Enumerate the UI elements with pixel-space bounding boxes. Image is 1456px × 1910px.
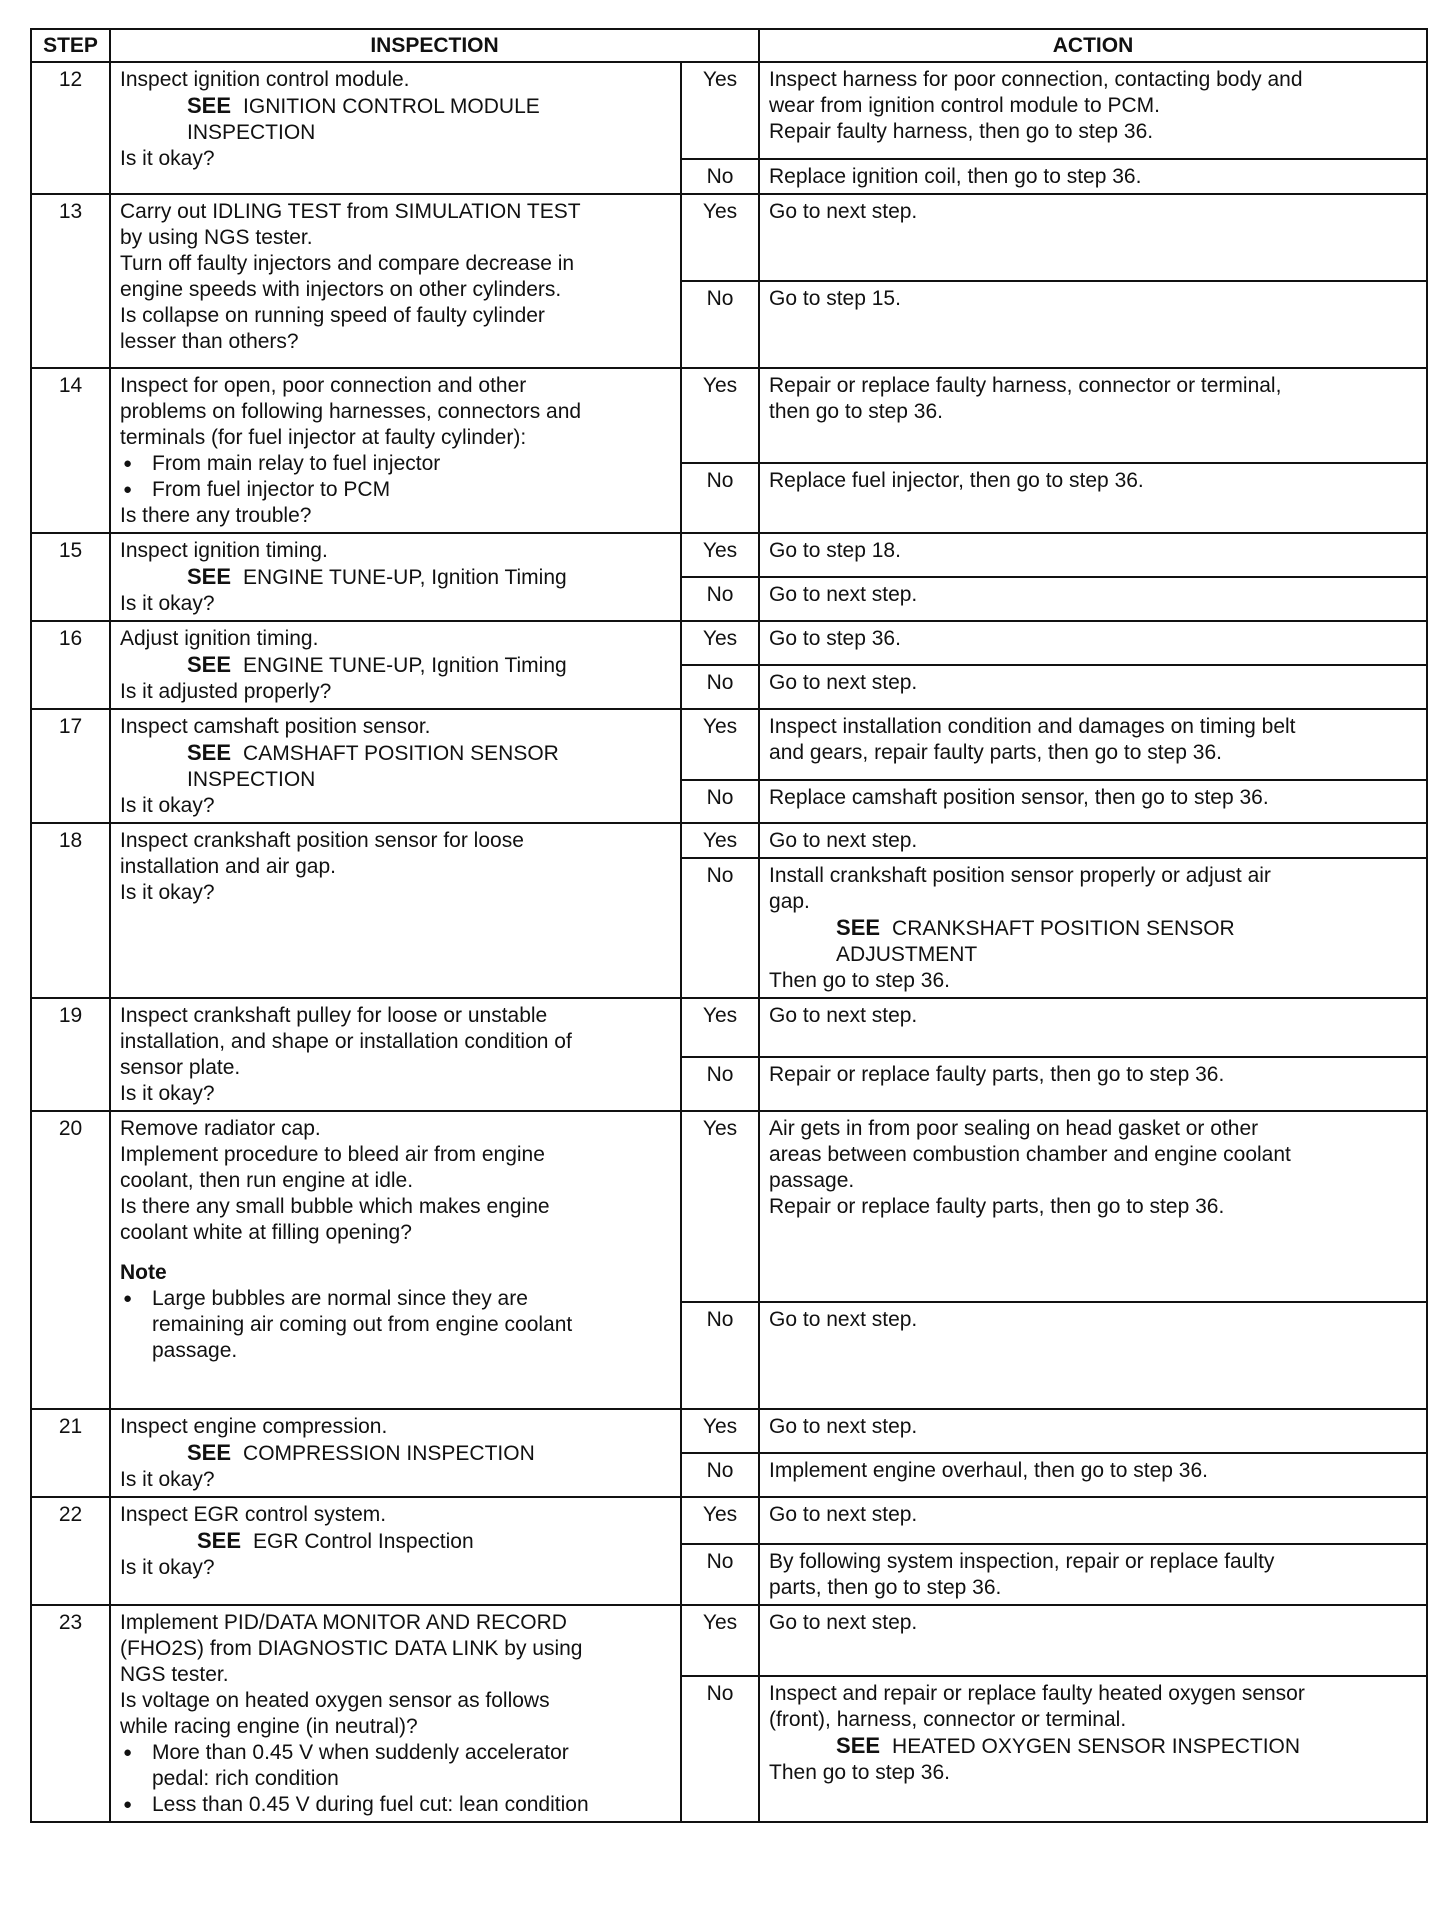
see-label: SEE bbox=[836, 915, 881, 940]
answer-yes: Yes bbox=[681, 1605, 759, 1676]
answer-yes: Yes bbox=[681, 1111, 759, 1302]
see-label: SEE bbox=[187, 652, 232, 677]
action-text: then go to step 36. bbox=[769, 400, 943, 423]
action-cell: Go to step 36. bbox=[759, 621, 1427, 665]
table-row bbox=[31, 1497, 1427, 1544]
table-row bbox=[31, 533, 1427, 577]
action-text: Then go to step 36. bbox=[769, 1761, 950, 1784]
step-number: 16 bbox=[31, 621, 110, 709]
action-cell: Repair or replace faulty parts, then go to step 36. bbox=[759, 1057, 1427, 1111]
answer-yes: Yes bbox=[681, 62, 759, 159]
answer-no: No bbox=[681, 577, 759, 621]
see-text: ADJUSTMENT bbox=[836, 943, 978, 966]
list-item-text: pedal: rich condition bbox=[152, 1767, 339, 1790]
answer-yes: Yes bbox=[681, 1409, 759, 1453]
inspection-cell bbox=[110, 1409, 681, 1497]
action-cell: Go to next step. bbox=[759, 194, 1427, 281]
inspection-cell bbox=[110, 62, 681, 194]
header-step: STEP bbox=[31, 29, 110, 62]
table-row bbox=[31, 998, 1427, 1057]
inspection-cell bbox=[110, 1497, 681, 1605]
action-cell: Go to next step. bbox=[759, 577, 1427, 621]
action-cell: Go to next step. bbox=[759, 998, 1427, 1057]
inspection-text: Inspect crankshaft position sensor for loose bbox=[120, 829, 524, 852]
action-text: Repair or replace faulty harness, connector or terminal, bbox=[769, 374, 1282, 397]
inspection-question: Is it okay? bbox=[120, 147, 215, 170]
see-text: ENGINE TUNE-UP, Ignition Timing bbox=[243, 654, 567, 677]
action-cell: Replace camshaft position sensor, then go to step 36. bbox=[759, 780, 1427, 823]
bullet-list bbox=[120, 1740, 671, 1818]
action-text: wear from ignition control module to PCM. bbox=[769, 94, 1161, 117]
answer-no: No bbox=[681, 463, 759, 533]
action-cell: Go to next step. bbox=[759, 1497, 1427, 1544]
action-text: Then go to step 36. bbox=[769, 969, 950, 992]
list-item: ● From main relay to fuel injector bbox=[120, 451, 671, 477]
see-reference bbox=[120, 652, 671, 679]
action-text: passage. bbox=[769, 1169, 855, 1192]
action-cell bbox=[759, 62, 1427, 159]
inspection-text: Carry out IDLING TEST from SIMULATION TEST bbox=[120, 200, 581, 223]
inspection-text: Adjust ignition timing. bbox=[120, 627, 319, 650]
action-cell: Go to next step. bbox=[759, 1605, 1427, 1676]
see-reference bbox=[769, 1733, 1417, 1760]
see-label: SEE bbox=[187, 93, 232, 118]
inspection-text: Inspect ignition control module. bbox=[120, 68, 410, 91]
answer-no: No bbox=[681, 1676, 759, 1822]
list-item-text: More than 0.45 V when suddenly accelerator bbox=[152, 1741, 569, 1764]
action-text: Repair faulty harness, then go to step 36. bbox=[769, 120, 1154, 143]
inspection-cell bbox=[110, 823, 681, 998]
step-number: 20 bbox=[31, 1111, 110, 1409]
step-number: 22 bbox=[31, 1497, 110, 1605]
action-cell: Go to step 18. bbox=[759, 533, 1427, 577]
list-item bbox=[120, 1740, 671, 1792]
see-text: CRANKSHAFT POSITION SENSOR bbox=[892, 917, 1235, 940]
inspection-cell bbox=[110, 533, 681, 621]
see-reference bbox=[120, 564, 671, 591]
inspection-question: Is it okay? bbox=[120, 1556, 215, 1579]
inspection-question: while racing engine (in neutral)? bbox=[120, 1715, 418, 1738]
see-reference bbox=[120, 1440, 671, 1467]
step-number: 19 bbox=[31, 998, 110, 1111]
inspection-text: NGS tester. bbox=[120, 1663, 229, 1686]
inspection-question: Is it okay? bbox=[120, 1468, 215, 1491]
inspection-question: Is collapse on running speed of faulty cylinder bbox=[120, 304, 545, 327]
action-cell: Go to next step. bbox=[759, 1302, 1427, 1409]
inspection-text: Inspect for open, poor connection and other bbox=[120, 374, 527, 397]
inspection-text: problems on following harnesses, connectors and bbox=[120, 400, 582, 423]
inspection-text: by using NGS tester. bbox=[120, 226, 313, 249]
inspection-text: Inspect ignition timing. bbox=[120, 539, 328, 562]
inspection-text: Turn off faulty injectors and compare decrease in bbox=[120, 252, 575, 275]
inspection-cell bbox=[110, 1605, 681, 1822]
inspection-cell bbox=[110, 998, 681, 1111]
inspection-cell bbox=[110, 1111, 681, 1409]
inspection-text: Inspect camshaft position sensor. bbox=[120, 715, 431, 738]
answer-no: No bbox=[681, 665, 759, 709]
answer-yes: Yes bbox=[681, 823, 759, 858]
header-action: ACTION bbox=[759, 29, 1427, 62]
answer-yes: Yes bbox=[681, 533, 759, 577]
table-row bbox=[31, 709, 1427, 780]
table-row bbox=[31, 621, 1427, 665]
list-item-text: passage. bbox=[152, 1339, 238, 1362]
action-cell bbox=[759, 1676, 1427, 1822]
inspection-question: Is voltage on heated oxygen sensor as follows bbox=[120, 1689, 550, 1712]
action-text: (front), harness, connector or terminal. bbox=[769, 1708, 1127, 1731]
table-row bbox=[31, 62, 1427, 159]
answer-yes: Yes bbox=[681, 998, 759, 1057]
inspection-question: Is it okay? bbox=[120, 794, 215, 817]
step-number: 14 bbox=[31, 368, 110, 533]
inspection-text: Remove radiator cap. bbox=[120, 1117, 321, 1140]
step-number: 12 bbox=[31, 62, 110, 194]
bullet-list bbox=[120, 451, 671, 503]
see-label: SEE bbox=[187, 1440, 232, 1465]
diagnostic-table bbox=[30, 28, 1428, 1823]
action-cell bbox=[759, 1544, 1427, 1605]
step-number: 13 bbox=[31, 194, 110, 368]
answer-yes: Yes bbox=[681, 621, 759, 665]
list-item-text: remaining air coming out from engine coolant bbox=[152, 1313, 573, 1336]
inspection-question: Is it okay? bbox=[120, 1082, 215, 1105]
inspection-text: Implement procedure to bleed air from engine bbox=[120, 1143, 545, 1166]
inspection-text: Implement PID/DATA MONITOR AND RECORD bbox=[120, 1611, 567, 1634]
action-text: Inspect and repair or replace faulty heated oxygen sensor bbox=[769, 1682, 1305, 1705]
inspection-question: Is it okay? bbox=[120, 592, 215, 615]
action-cell bbox=[759, 368, 1427, 463]
answer-yes: Yes bbox=[681, 368, 759, 463]
action-cell: Replace fuel injector, then go to step 36. bbox=[759, 463, 1427, 533]
answer-no: No bbox=[681, 1057, 759, 1111]
answer-no: No bbox=[681, 281, 759, 368]
inspection-text: Inspect engine compression. bbox=[120, 1415, 388, 1438]
see-reference bbox=[120, 93, 671, 146]
table-row bbox=[31, 368, 1427, 463]
see-text: COMPRESSION INSPECTION bbox=[243, 1442, 535, 1465]
step-number: 23 bbox=[31, 1605, 110, 1822]
see-reference bbox=[769, 915, 1417, 968]
action-cell: Implement engine overhaul, then go to step 36. bbox=[759, 1453, 1427, 1497]
list-item bbox=[120, 1286, 671, 1364]
inspection-text: coolant, then run engine at idle. bbox=[120, 1169, 414, 1192]
see-label: SEE bbox=[187, 564, 232, 589]
action-cell: Go to step 15. bbox=[759, 281, 1427, 368]
list-item: ● From fuel injector to PCM bbox=[120, 477, 671, 503]
table-row bbox=[31, 1605, 1427, 1676]
table-row bbox=[31, 1409, 1427, 1453]
table-header-row bbox=[31, 29, 1427, 62]
action-text: Inspect installation condition and damages on timing belt bbox=[769, 715, 1296, 738]
action-text: Install crankshaft position sensor properly or adjust air bbox=[769, 864, 1271, 887]
action-text: and gears, repair faulty parts, then go to step 36. bbox=[769, 741, 1222, 764]
step-number: 17 bbox=[31, 709, 110, 823]
action-text: Inspect harness for poor connection, contacting body and bbox=[769, 68, 1303, 91]
action-cell: Go to next step. bbox=[759, 665, 1427, 709]
inspection-text: sensor plate. bbox=[120, 1056, 241, 1079]
inspection-text: installation and air gap. bbox=[120, 855, 336, 878]
action-cell bbox=[759, 1111, 1427, 1302]
list-item-text: Large bubbles are normal since they are bbox=[152, 1287, 528, 1310]
note-heading: Note bbox=[120, 1261, 167, 1284]
inspection-question: coolant white at filling opening? bbox=[120, 1221, 412, 1244]
answer-yes: Yes bbox=[681, 194, 759, 281]
inspection-text: terminals (for fuel injector at faulty cylinder): bbox=[120, 426, 527, 449]
step-number: 15 bbox=[31, 533, 110, 621]
inspection-question: Is it adjusted properly? bbox=[120, 680, 332, 703]
inspection-text: installation, and shape or installation condition of bbox=[120, 1030, 572, 1053]
see-reference bbox=[120, 740, 671, 793]
answer-no: No bbox=[681, 1544, 759, 1605]
action-text: Repair or replace faulty parts, then go to step 36. bbox=[769, 1195, 1225, 1218]
bullet-list bbox=[120, 1286, 671, 1364]
action-cell: Replace ignition coil, then go to step 36. bbox=[759, 159, 1427, 194]
see-label: SEE bbox=[187, 740, 232, 765]
table-row bbox=[31, 823, 1427, 858]
see-text: INSPECTION bbox=[187, 121, 316, 144]
list-item: ● Less than 0.45 V during fuel cut: lean condition bbox=[120, 1792, 671, 1818]
action-cell: Go to next step. bbox=[759, 1409, 1427, 1453]
table-row bbox=[31, 1111, 1427, 1302]
action-cell bbox=[759, 858, 1427, 998]
answer-yes: Yes bbox=[681, 1497, 759, 1544]
action-text: By following system inspection, repair or replace faulty bbox=[769, 1550, 1275, 1573]
inspection-text: engine speeds with injectors on other cylinders. bbox=[120, 278, 562, 301]
action-cell: Go to next step. bbox=[759, 823, 1427, 858]
see-text: INSPECTION bbox=[187, 768, 316, 791]
see-text: IGNITION CONTROL MODULE bbox=[243, 95, 540, 118]
inspection-question: Is there any small bubble which makes engine bbox=[120, 1195, 550, 1218]
diagnostic-procedure-sheet bbox=[30, 28, 1426, 1823]
see-text: EGR Control Inspection bbox=[253, 1530, 474, 1553]
see-text: ENGINE TUNE-UP, Ignition Timing bbox=[243, 566, 567, 589]
inspection-text: (FHO2S) from DIAGNOSTIC DATA LINK by using bbox=[120, 1637, 583, 1660]
inspection-question: Is there any trouble? bbox=[120, 504, 312, 527]
answer-no: No bbox=[681, 780, 759, 823]
inspection-cell bbox=[110, 709, 681, 823]
answer-no: No bbox=[681, 858, 759, 998]
action-text: areas between combustion chamber and engine coolant bbox=[769, 1143, 1291, 1166]
inspection-cell bbox=[110, 621, 681, 709]
header-inspection: INSPECTION bbox=[110, 29, 759, 62]
inspection-question: lesser than others? bbox=[120, 330, 299, 353]
see-reference bbox=[120, 1528, 671, 1555]
answer-no: No bbox=[681, 1302, 759, 1409]
action-text: Air gets in from poor sealing on head gasket or other bbox=[769, 1117, 1259, 1140]
inspection-text: Inspect crankshaft pulley for loose or unstable bbox=[120, 1004, 548, 1027]
inspection-cell bbox=[110, 194, 681, 368]
table-row bbox=[31, 194, 1427, 281]
inspection-text: Inspect EGR control system. bbox=[120, 1503, 387, 1526]
see-text: HEATED OXYGEN SENSOR INSPECTION bbox=[892, 1735, 1301, 1758]
step-number: 21 bbox=[31, 1409, 110, 1497]
answer-yes: Yes bbox=[681, 709, 759, 780]
answer-no: No bbox=[681, 159, 759, 194]
answer-no: No bbox=[681, 1453, 759, 1497]
inspection-cell bbox=[110, 368, 681, 533]
see-label: SEE bbox=[836, 1733, 881, 1758]
see-label: SEE bbox=[197, 1528, 242, 1553]
action-text: parts, then go to step 36. bbox=[769, 1576, 1002, 1599]
action-text: gap. bbox=[769, 890, 810, 913]
step-number: 18 bbox=[31, 823, 110, 998]
see-text: CAMSHAFT POSITION SENSOR bbox=[243, 742, 559, 765]
action-cell bbox=[759, 709, 1427, 780]
inspection-question: Is it okay? bbox=[120, 881, 215, 904]
